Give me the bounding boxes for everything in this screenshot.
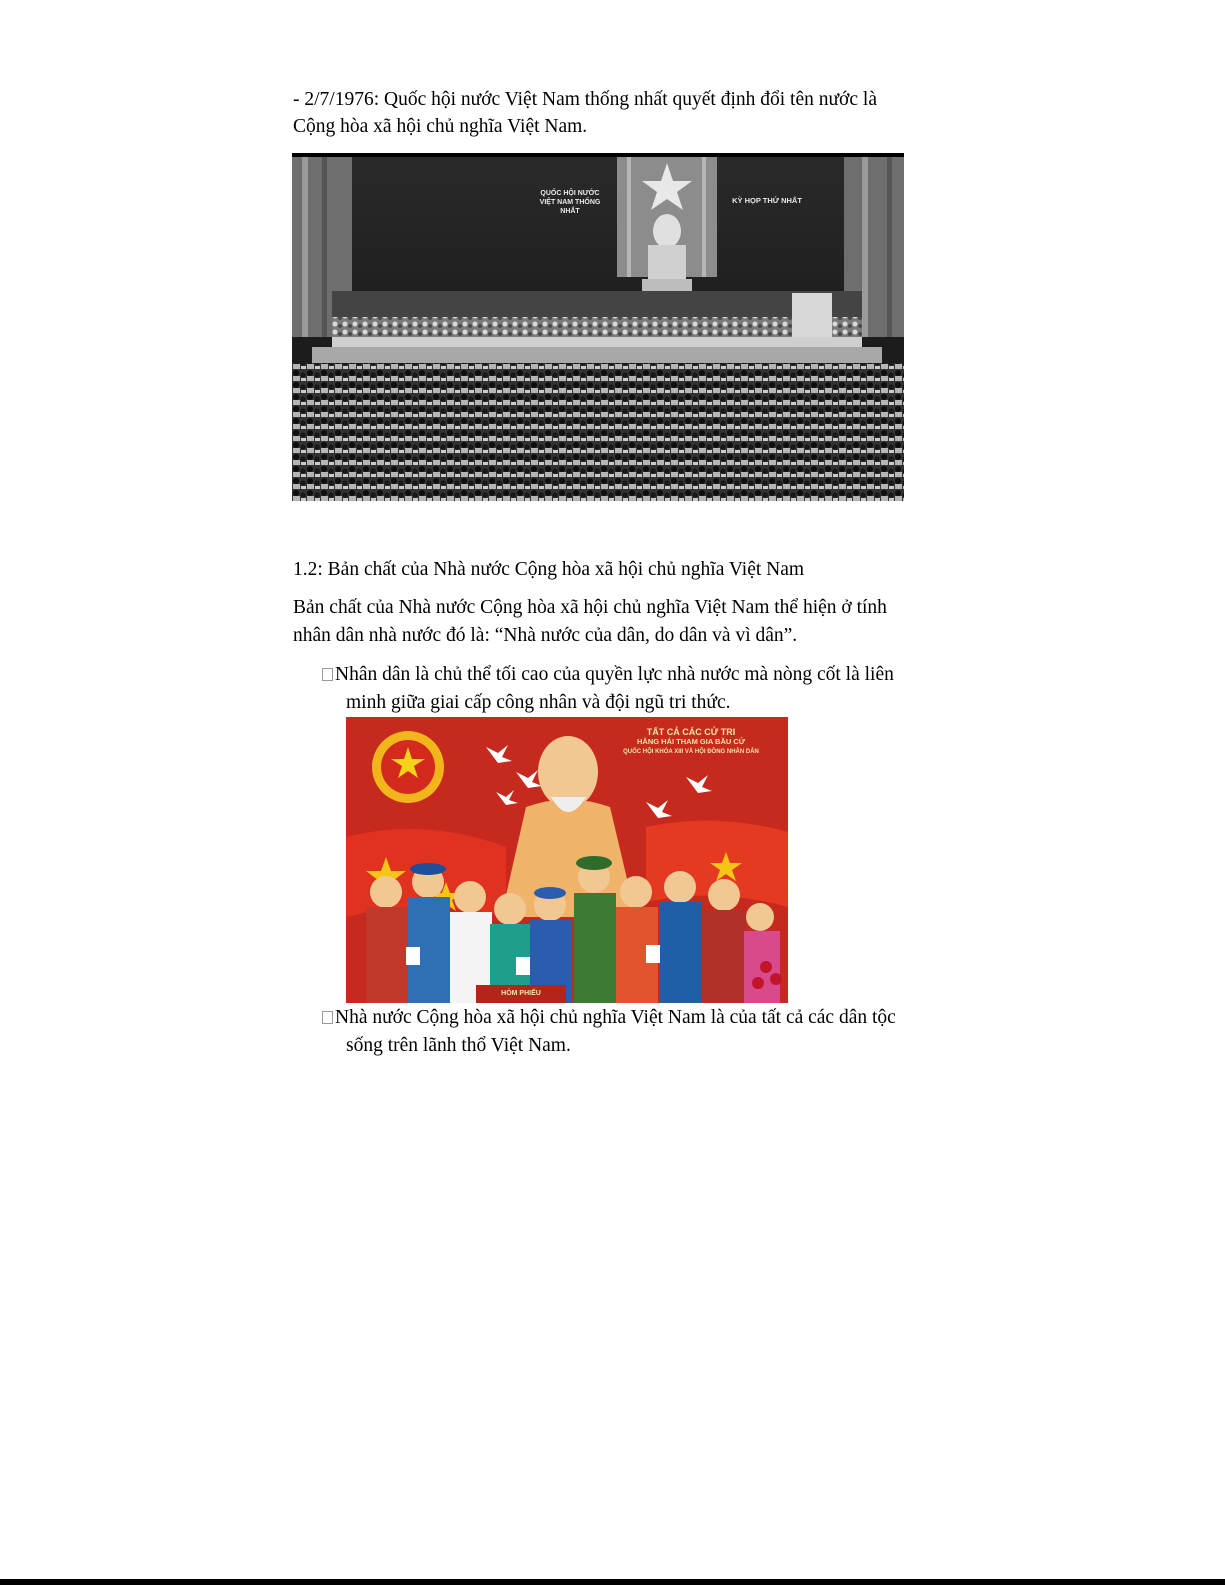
election-poster-graphic [346,717,788,1003]
intro-line-1: - 2/7/1976: Quốc hội nước Việt Nam thống nhất quyết định đổi tên nước là [293,89,877,110]
poster-slogan-line-1: TẤT CẢ CÁC CỬ TRI [646,727,736,737]
page-bottom-border [0,1579,1225,1585]
bullet-2-line-2: sống trên lãnh thổ Việt Nam. [346,1035,571,1056]
bullet-2-line-1: Nhà nước Cộng hòa xã hội chủ nghĩa Việt Nam là của tất cả các dân tộc [335,1007,896,1028]
bullet-item-1 [322,661,894,689]
paragraph-line-2: nhân dân nhà nước đó là: “Nhà nước của dân, do dân và vì dân”. [293,625,798,646]
bullet-glyph-icon [322,668,333,681]
intro-line-2: Cộng hòa xã hội chủ nghĩa Việt Nam. [293,116,588,137]
section-heading: 1.2: Bản chất của Nhà nước Cộng hòa xã hội chủ nghĩa Việt Nam [293,559,805,580]
bullet-item-2 [322,1004,896,1032]
bullet-1-line-1: Nhân dân là chủ thể tối cao của quyền lực nhà nước mà nòng cốt là liên [335,664,894,685]
banner-right-text: KỲ HỌP THỨ NHẤT [732,196,802,205]
banner-left-text [530,189,610,216]
poster-slogan [601,727,781,757]
ballot-box-label: HÒM PHIẾU [501,990,541,997]
bullet-glyph-icon [322,1011,333,1024]
poster-slogan-line-2: HĂNG HÁI THAM GIA BẦU CỬ [636,737,746,746]
paragraph-line-1: Bản chất của Nhà nước Cộng hòa xã hội chủ nghĩa Việt Nam thể hiện ở tính [293,597,887,618]
banner-left-line-1: QUỐC HỘI NƯỚC [540,190,600,197]
poster-slogan-line-3: QUỐC HỘI KHÓA XIII VÀ HỘI ĐỒNG NHÂN DÂN [623,749,759,755]
banner-left-line-2: VIỆT NAM THỐNG NHẤT [539,199,601,215]
assembly-photo [292,153,904,501]
bullet-1-line-2: minh giữa giai cấp công nhân và đội ngũ tri thức. [346,692,731,713]
election-poster [346,717,788,1003]
